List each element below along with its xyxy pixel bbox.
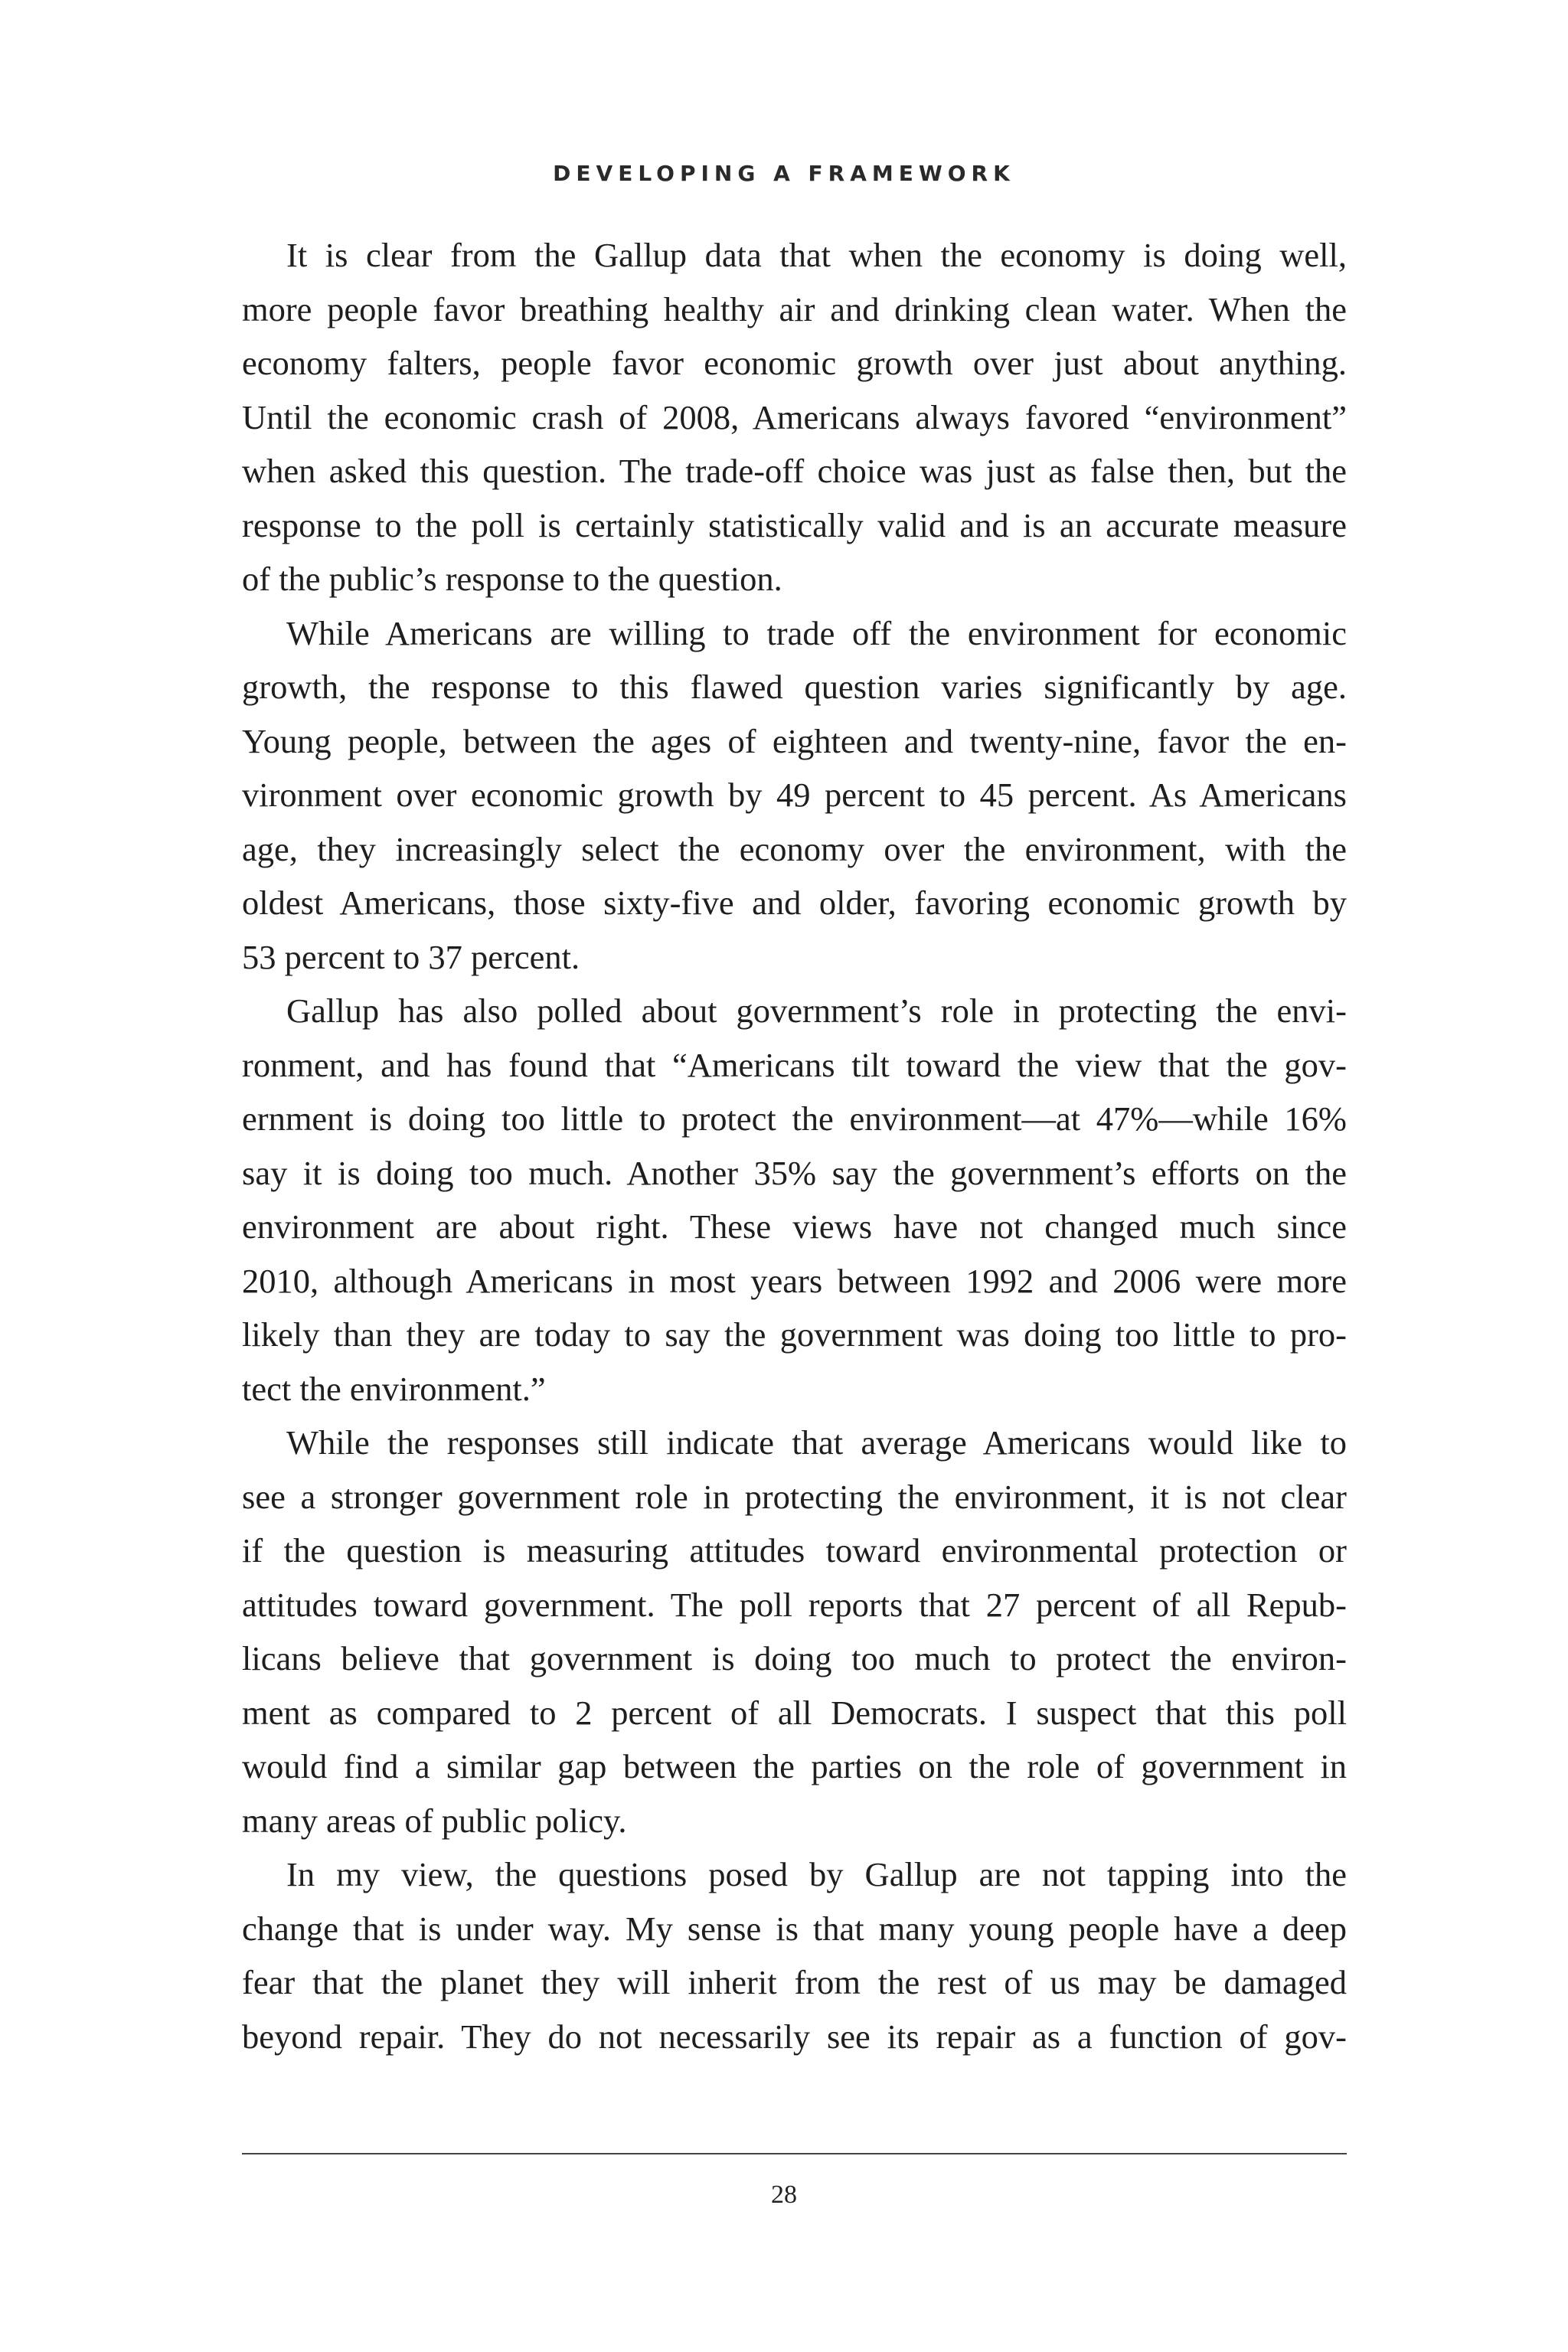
text-line: ernment is doing too little to protect the environment—at 47%—while 16% [242, 1099, 1347, 1138]
text-line: economy falters, people favor economic growth over just about anything. [242, 344, 1347, 382]
text-line: fear that the planet they will inherit from the rest of us may be damaged [242, 1963, 1347, 2001]
text-line: licans believe that government is doing too much to protect the environ- [242, 1639, 1347, 1677]
text-line: While Americans are willing to trade off the environment for economic [286, 613, 1347, 652]
text-line: ronment, and has found that “Americans tilt toward the view that the gov- [242, 1045, 1347, 1084]
page-number: 28 [771, 2180, 797, 2209]
text-line: would find a similar gap between the parties on the role of government in [242, 1747, 1347, 1785]
text-line: likely than they are today to say the government was doing too little to pro- [242, 1315, 1347, 1354]
text-line: 2010, although Americans in most years between 1992 and 2006 were more [242, 1261, 1347, 1300]
text-line: Young people, between the ages of eighteen and twenty-nine, favor the en- [242, 721, 1347, 760]
text-line: of the public’s response to the question. [242, 560, 782, 598]
running-head: DEVELOPING A FRAMEWORK [553, 161, 1015, 186]
paragraph [242, 1416, 1347, 1847]
text-line: when asked this question. The trade-off choice was just as false then, but the [242, 452, 1347, 490]
text-line: vironment over economic growth by 49 percent to 45 percent. As Americans [242, 776, 1347, 814]
text-line: age, they increasingly select the economy over the environment, with the [242, 829, 1347, 868]
text-line: many areas of public policy. [242, 1801, 627, 1840]
text-line: response to the poll is certainly statistically valid and is an accurate measure [242, 505, 1347, 544]
text-line: Gallup has also polled about government’s role in protecting the envi- [286, 991, 1347, 1030]
text-line: 53 percent to 37 percent. [242, 937, 580, 976]
text-line: attitudes toward government. The poll reports that 27 percent of all Repub- [242, 1585, 1347, 1624]
body-text [242, 228, 1347, 2063]
text-line: see a stronger government role in protecting the environment, it is not clear [242, 1477, 1347, 1516]
text-line: change that is under way. My sense is that many young people have a deep [242, 1909, 1347, 1948]
text-line: ment as compared to 2 percent of all Democrats. I suspect that this poll [242, 1693, 1347, 1732]
text-line: In my view, the questions posed by Gallup are not tapping into the [286, 1855, 1347, 1893]
text-line: growth, the response to this flawed question varies significantly by age. [242, 668, 1347, 706]
text-line: tect the environment.” [242, 1369, 546, 1408]
text-line: more people favor breathing healthy air and drinking clean water. When the [242, 289, 1347, 328]
paragraph [242, 984, 1347, 1416]
text-line: It is clear from the Gallup data that when the economy is doing well, [286, 236, 1347, 274]
text-line: Until the economic crash of 2008, Americans always favored “environment” [242, 397, 1347, 436]
text-line: While the responses still indicate that average Americans would like to [286, 1423, 1347, 1462]
paragraph [242, 606, 1347, 985]
text-line: oldest Americans, those sixty-five and older, favoring economic growth by [242, 884, 1347, 922]
text-line: say it is doing too much. Another 35% say the government’s efforts on the [242, 1153, 1347, 1192]
footer-rule [242, 2153, 1347, 2154]
paragraph [242, 228, 1347, 606]
text-line: beyond repair. They do not necessarily see its repair as a function of gov- [242, 2017, 1347, 2056]
paragraph [242, 1847, 1347, 2063]
text-line: if the question is measuring attitudes toward environmental protection or [242, 1531, 1347, 1570]
text-line: environment are about right. These views have not changed much since [242, 1207, 1347, 1246]
